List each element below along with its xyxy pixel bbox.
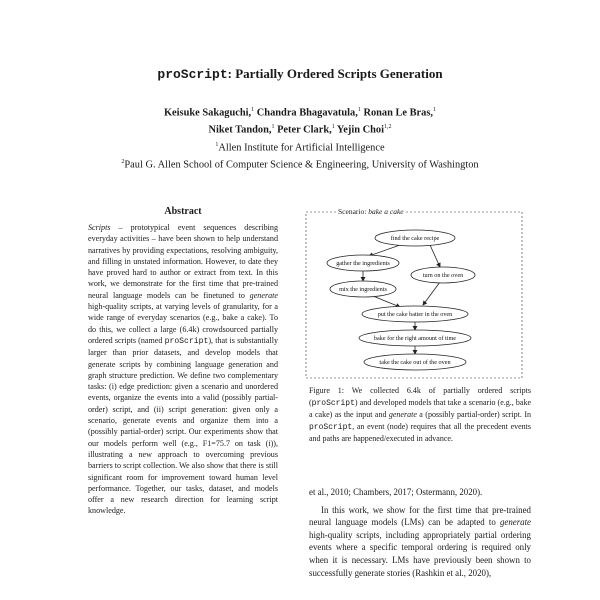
author-affil-mark: 1 xyxy=(357,107,361,113)
script-graph xyxy=(305,204,530,379)
body-text xyxy=(309,486,531,579)
author-name: Peter Clark, xyxy=(277,124,332,136)
node-label: gather the ingredients xyxy=(336,260,390,268)
author-name: Niket Tandon, xyxy=(208,124,272,136)
edge-find-oven xyxy=(430,245,440,267)
node-label: take the cake out of the oven xyxy=(379,359,451,367)
graph-nodes xyxy=(327,230,475,370)
author-block xyxy=(0,103,600,173)
author-name: Keisuke Sakaguchi, xyxy=(163,107,252,119)
author-affil-mark: 1 xyxy=(433,107,437,113)
author-name: Ronan Le Bras, xyxy=(363,107,434,119)
edge-mix-put xyxy=(373,296,400,307)
node-label: bake for the right amount of time xyxy=(373,335,457,343)
author-affil-mark: 1 xyxy=(251,107,255,113)
author-line-2 xyxy=(0,120,600,137)
affiliation-2: $^2$Paul G. Allen School of Computer Science & Engineering, University of Washington xyxy=(121,159,479,171)
abstract-heading: Abstract xyxy=(164,206,202,217)
author-affil-mark: 1 xyxy=(271,124,275,131)
body-paragraph-2: In this work, we show for the first time that pre-trained neural language models (LMs) can be adapted to generate high-quality scripts, including appropriately partial ordering events where a specific temporal ordering is required only when it is necessary. LMs have previously been shown to successfully generate stories (Rashkin et al., 2020), xyxy=(309,504,531,578)
edge-oven-put xyxy=(423,282,440,305)
author-name: Chandra Bhagavatula, xyxy=(256,107,358,119)
scenario-label: Scenario: bake a cake xyxy=(338,207,404,216)
node-label: mix the ingredients xyxy=(339,286,387,294)
body-paragraph-1: et al., 2010; Chambers, 2017; Ostermann, 2020). xyxy=(309,487,483,497)
author-affil-mark: 1 xyxy=(331,124,335,131)
abstract-text: Scripts – prototypical event sequences describing everyday activities – have been shown to help understand narratives by providing expectations, resolving ambiguity, and filling in unstated information. However, to date they have proved hard to author or extract from text. In this work, we demonstrate for the first time that pre-trained neural language models can be finetuned to generate high-quality scripts, at varying levels of granularity, for a wide range of everyday scenarios (e.g., bake a cake). To do this, we collect a large (6.4k) crowdsourced partially ordered scripts (named proScript), that is substantially larger than prior datasets, and develop models that generate scripts by combining language generation and graph structure prediction. We define two complementary tasks: (i) edge prediction: given a scenario and unordered events, organize the events into a valid (possibly partial-order) script, and (ii) script generation: given only a scenario, generate events and organize them into a (possibly partial-order) script. Our experiments show that our models perform well (e.g., F1=75.7 on task (i)), illustrating a new approach to overcoming previous barriers to script collection. We also show that there is still significant room for improvement toward human level performance. Together, our tasks, dataset, and models offer a new research direction for learning script knowledge. xyxy=(88,223,278,516)
edge-find-gather xyxy=(369,245,400,256)
node-label: put the cake batter in the oven xyxy=(377,311,453,319)
node-label: find the cake recipe xyxy=(390,235,440,243)
node-label: turn on the oven xyxy=(422,272,464,280)
title-rest: : Partially Ordered Scripts Generation xyxy=(227,66,443,81)
figure-1 xyxy=(305,204,530,379)
title-system-name: proScript xyxy=(157,67,228,82)
affiliation-1: $^1$Allen Institute for Artificial Intelligence xyxy=(215,141,385,154)
figure-caption: Figure 1: We collected 6.4k of partially ordered scripts (proScript) and developed models that take a scenario (e.g., bake a cake) as the input and generate a (possibly partial-order) script. In proScript, an event (node) requires that all the precedent events and paths are happened/executed in advance. xyxy=(309,386,531,444)
author-line-1 xyxy=(0,103,600,120)
paper-title xyxy=(0,66,600,82)
author-affil-mark: 1,2 xyxy=(383,124,392,131)
author-name: Yejin Choi xyxy=(336,124,384,136)
